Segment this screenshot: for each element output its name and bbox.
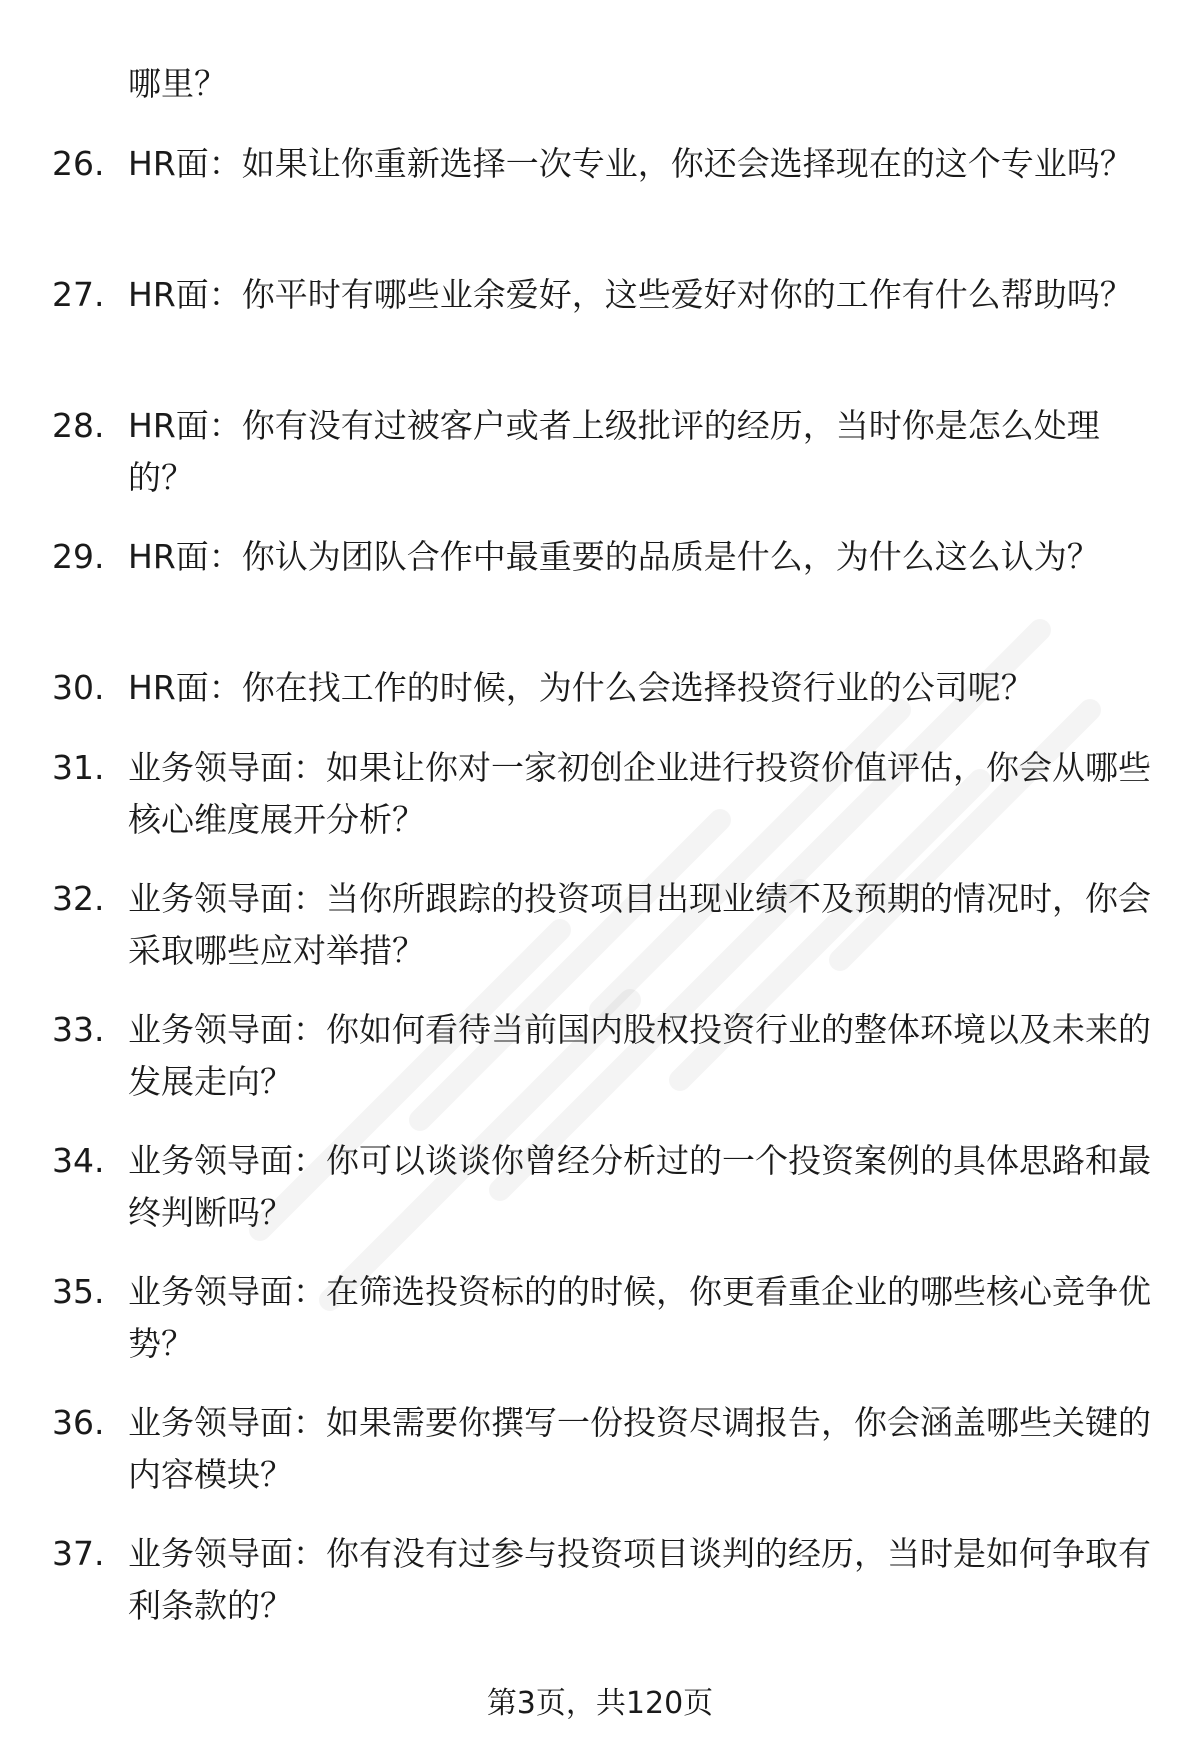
list-item: [0, 1004, 1200, 1135]
question-text: 业务领导面：当你所跟踪的投资项目出现业绩不及预期的情况时，你会采取哪些应对举措？: [128, 879, 1151, 970]
continued-question-text: 哪里？: [128, 64, 227, 103]
question-text: 业务领导面：你如何看待当前国内股权投资行业的整体环境以及未来的发展走向？: [128, 1010, 1151, 1101]
question-list: [0, 138, 1200, 1659]
question-number: 37.: [52, 1534, 105, 1573]
list-item: [0, 662, 1200, 742]
page-indicator: 第3页，共120页: [486, 1686, 714, 1721]
question-text: HR面：你在找工作的时候，为什么会选择投资行业的公司呢？: [128, 668, 1034, 707]
list-item: [0, 1528, 1200, 1659]
question-number: 28.: [52, 406, 105, 445]
list-item: [0, 742, 1200, 873]
question-text: HR面：你平时有哪些业余爱好，这些爱好对你的工作有什么帮助吗？: [128, 275, 1133, 314]
question-number: 36.: [52, 1403, 105, 1442]
list-item: [0, 1135, 1200, 1266]
list-item: [0, 531, 1200, 662]
question-text: HR面：如果让你重新选择一次专业，你还会选择现在的这个专业吗？: [128, 144, 1133, 183]
question-text: 业务领导面：你可以谈谈你曾经分析过的一个投资案例的具体思路和最终判断吗？: [128, 1141, 1151, 1232]
question-number: 33.: [52, 1010, 105, 1049]
list-item: [0, 873, 1200, 1004]
list-item: [0, 1266, 1200, 1397]
question-number: 30.: [52, 668, 105, 707]
question-text: 业务领导面：在筛选投资标的的时候，你更看重企业的哪些核心竞争优势？: [128, 1272, 1151, 1363]
question-number: 32.: [52, 879, 105, 918]
list-item: [0, 138, 1200, 269]
question-text: HR面：你有没有过被客户或者上级批评的经历，当时你是怎么处理的？: [128, 406, 1100, 497]
question-number: 27.: [52, 275, 105, 314]
question-number: 26.: [52, 144, 105, 183]
question-text: 业务领导面：如果让你对一家初创企业进行投资价值评估，你会从哪些核心维度展开分析？: [128, 748, 1151, 839]
list-item: [0, 400, 1200, 531]
list-item: [0, 269, 1200, 400]
question-number: 34.: [52, 1141, 105, 1180]
question-text: HR面：你认为团队合作中最重要的品质是什么，为什么这么认为？: [128, 537, 1100, 576]
question-number: 29.: [52, 537, 105, 576]
question-text: 业务领导面：你有没有过参与投资项目谈判的经历，当时是如何争取有利条款的？: [128, 1534, 1151, 1625]
question-number: 31.: [52, 748, 105, 787]
question-text: 业务领导面：如果需要你撰写一份投资尽调报告，你会涵盖哪些关键的内容模块？: [128, 1403, 1151, 1494]
list-item: [0, 1397, 1200, 1528]
question-number: 35.: [52, 1272, 105, 1311]
